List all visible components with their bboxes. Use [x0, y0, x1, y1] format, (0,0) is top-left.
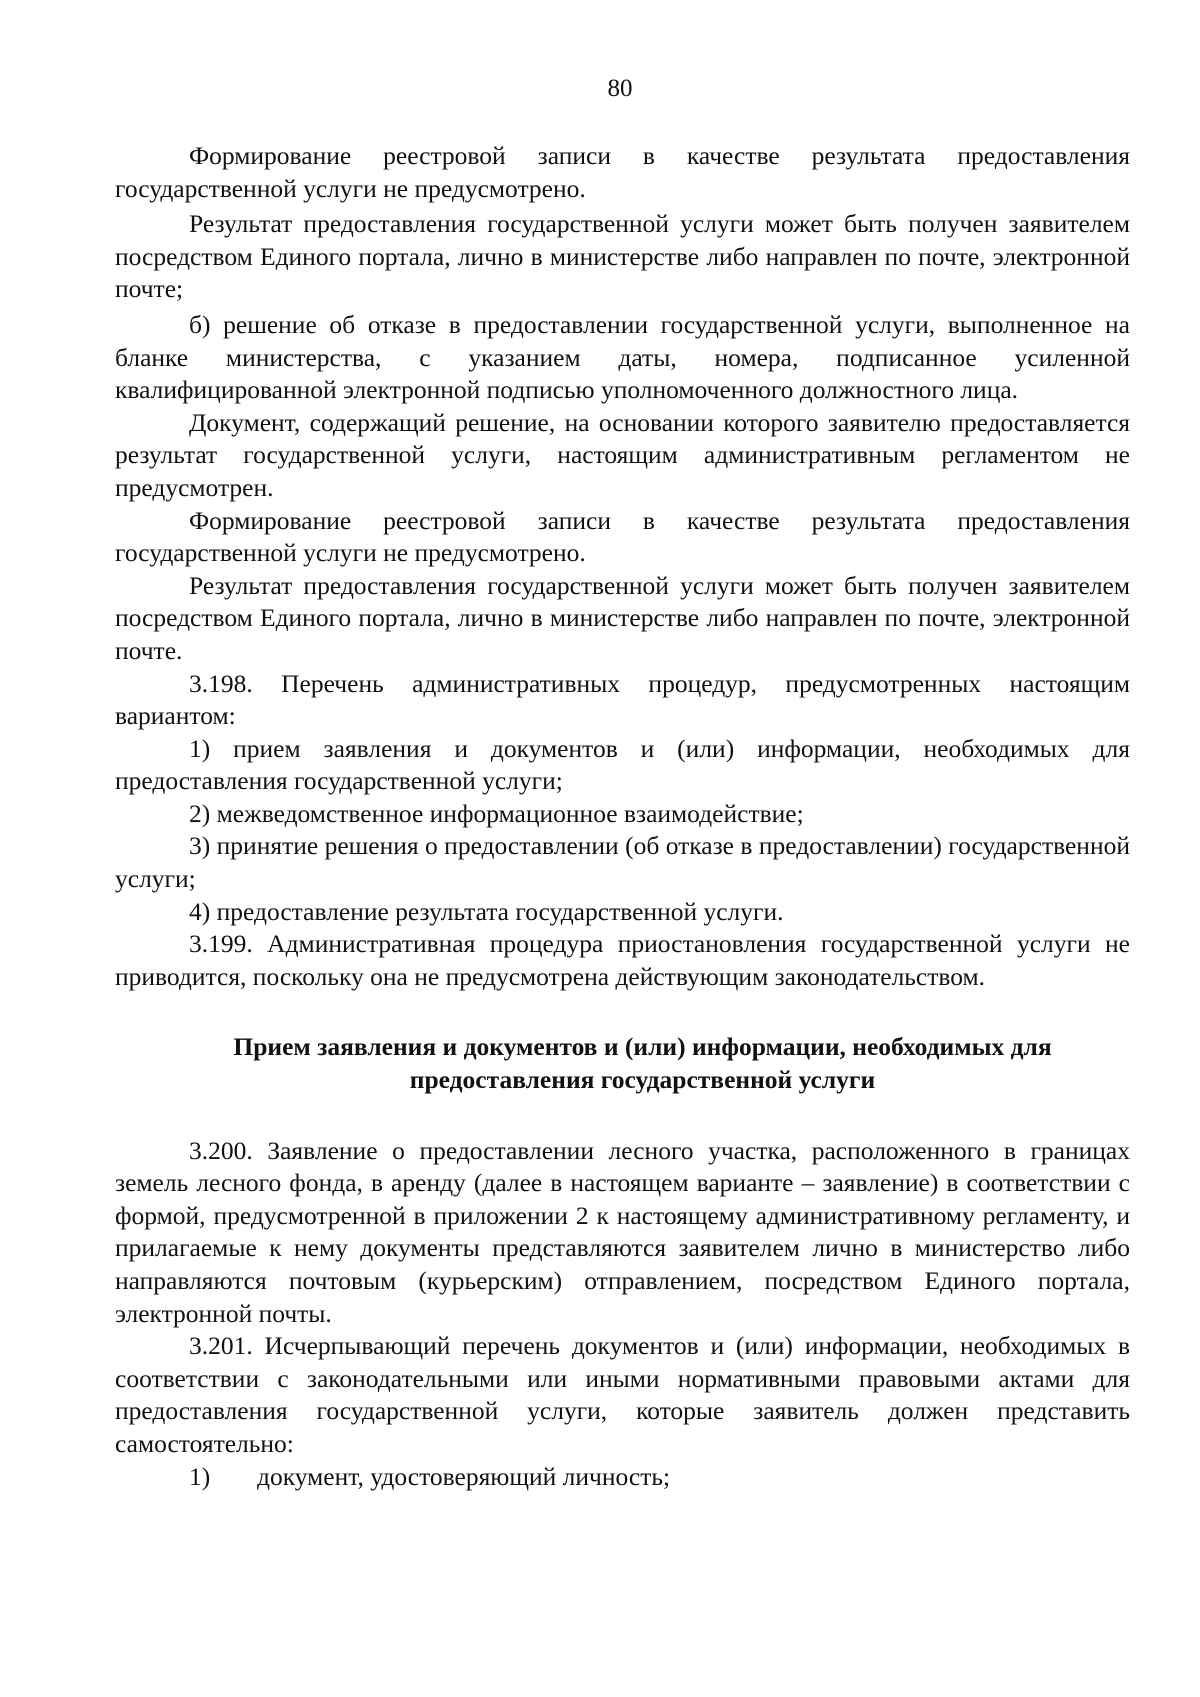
paragraph: Документ, содержащий решение, на основании которого заявителю предоставляется результат государственной услуги, настоящим административным регламентом не предусмотрен. — [115, 407, 1130, 502]
section-heading — [115, 1031, 1130, 1096]
list-item-number: 1) — [189, 1461, 211, 1491]
paragraph: б) решение об отказе в предоставлении государственной услуги, выполненное на бланке министерства, с указанием даты, номера, подписанное усиленной квалифицированной электронной подписью уполномоченного должностного лица. — [115, 309, 1130, 405]
paragraph: Формирование реестровой записи в качестве результата предоставления государственной услуги не предусмотрено. — [115, 505, 1130, 568]
paragraph: 3.201. Исчерпывающий перечень документов и (или) информации, необходимых в соответствии с законодательными или иными нормативными правовыми актами для предоставления государственной услуги, которые заявитель должен представить самостоятельно: — [115, 1331, 1130, 1458]
paragraph: 3.199. Административная процедура приостановления государственной услуги не приводится, поскольку она не предусмотрена действующим законодательством. — [115, 929, 1130, 991]
paragraph: Результат предоставления государственной услуги может быть получен заявителем посредством Единого портала, лично в министерстве либо направлен по почте, электронной почте; — [115, 209, 1130, 304]
section-heading-line: предоставления государственной услуги — [409, 1065, 876, 1095]
paragraph: Формирование реестровой записи в качестве результата предоставления государственной услуги не предусмотрено. — [115, 141, 1130, 203]
section-heading-line: Прием заявления и документов и (или) информации, необходимых для — [233, 1032, 1052, 1062]
list-item-text: документ, удостоверяющий личность; — [257, 1461, 671, 1491]
page-number: 80 — [607, 75, 633, 102]
paragraph: Результат предоставления государственной услуги может быть получен заявителем посредством Единого портала, лично в министерстве либо направлен по почте, электронной почте. — [115, 570, 1130, 665]
paragraph: 1) прием заявления и документов и (или) информации, необходимых для предоставления государственной услуги; — [115, 733, 1130, 796]
body-text — [115, 140, 1130, 1493]
paragraph: 2) межведомственное информационное взаимодействие; — [189, 798, 804, 828]
paragraph: 4) предоставление результата государственной услуги. — [189, 896, 784, 926]
paragraph: 3) принятие решения о предоставлении (об отказе в предоставлении) государственной услуги; — [115, 831, 1130, 894]
paragraph: 3.198. Перечень административных процедур, предусмотренных настоящим вариантом: — [115, 668, 1130, 731]
list-item — [115, 1461, 1130, 1494]
paragraph: 3.200. Заявление о предоставлении лесного участка, расположенного в границах земель лесного фонда, в аренду (далее в настоящем варианте – заявление) в соответствии с формой, предусмотренной в приложении 2 к настоящему административному регламенту, и прилагаемые к нему документы представляются заявителем лично в министерство либо направляются почтовым (курьерским) отправлением, посредством Единого портала, электронной почты. — [115, 1135, 1130, 1328]
